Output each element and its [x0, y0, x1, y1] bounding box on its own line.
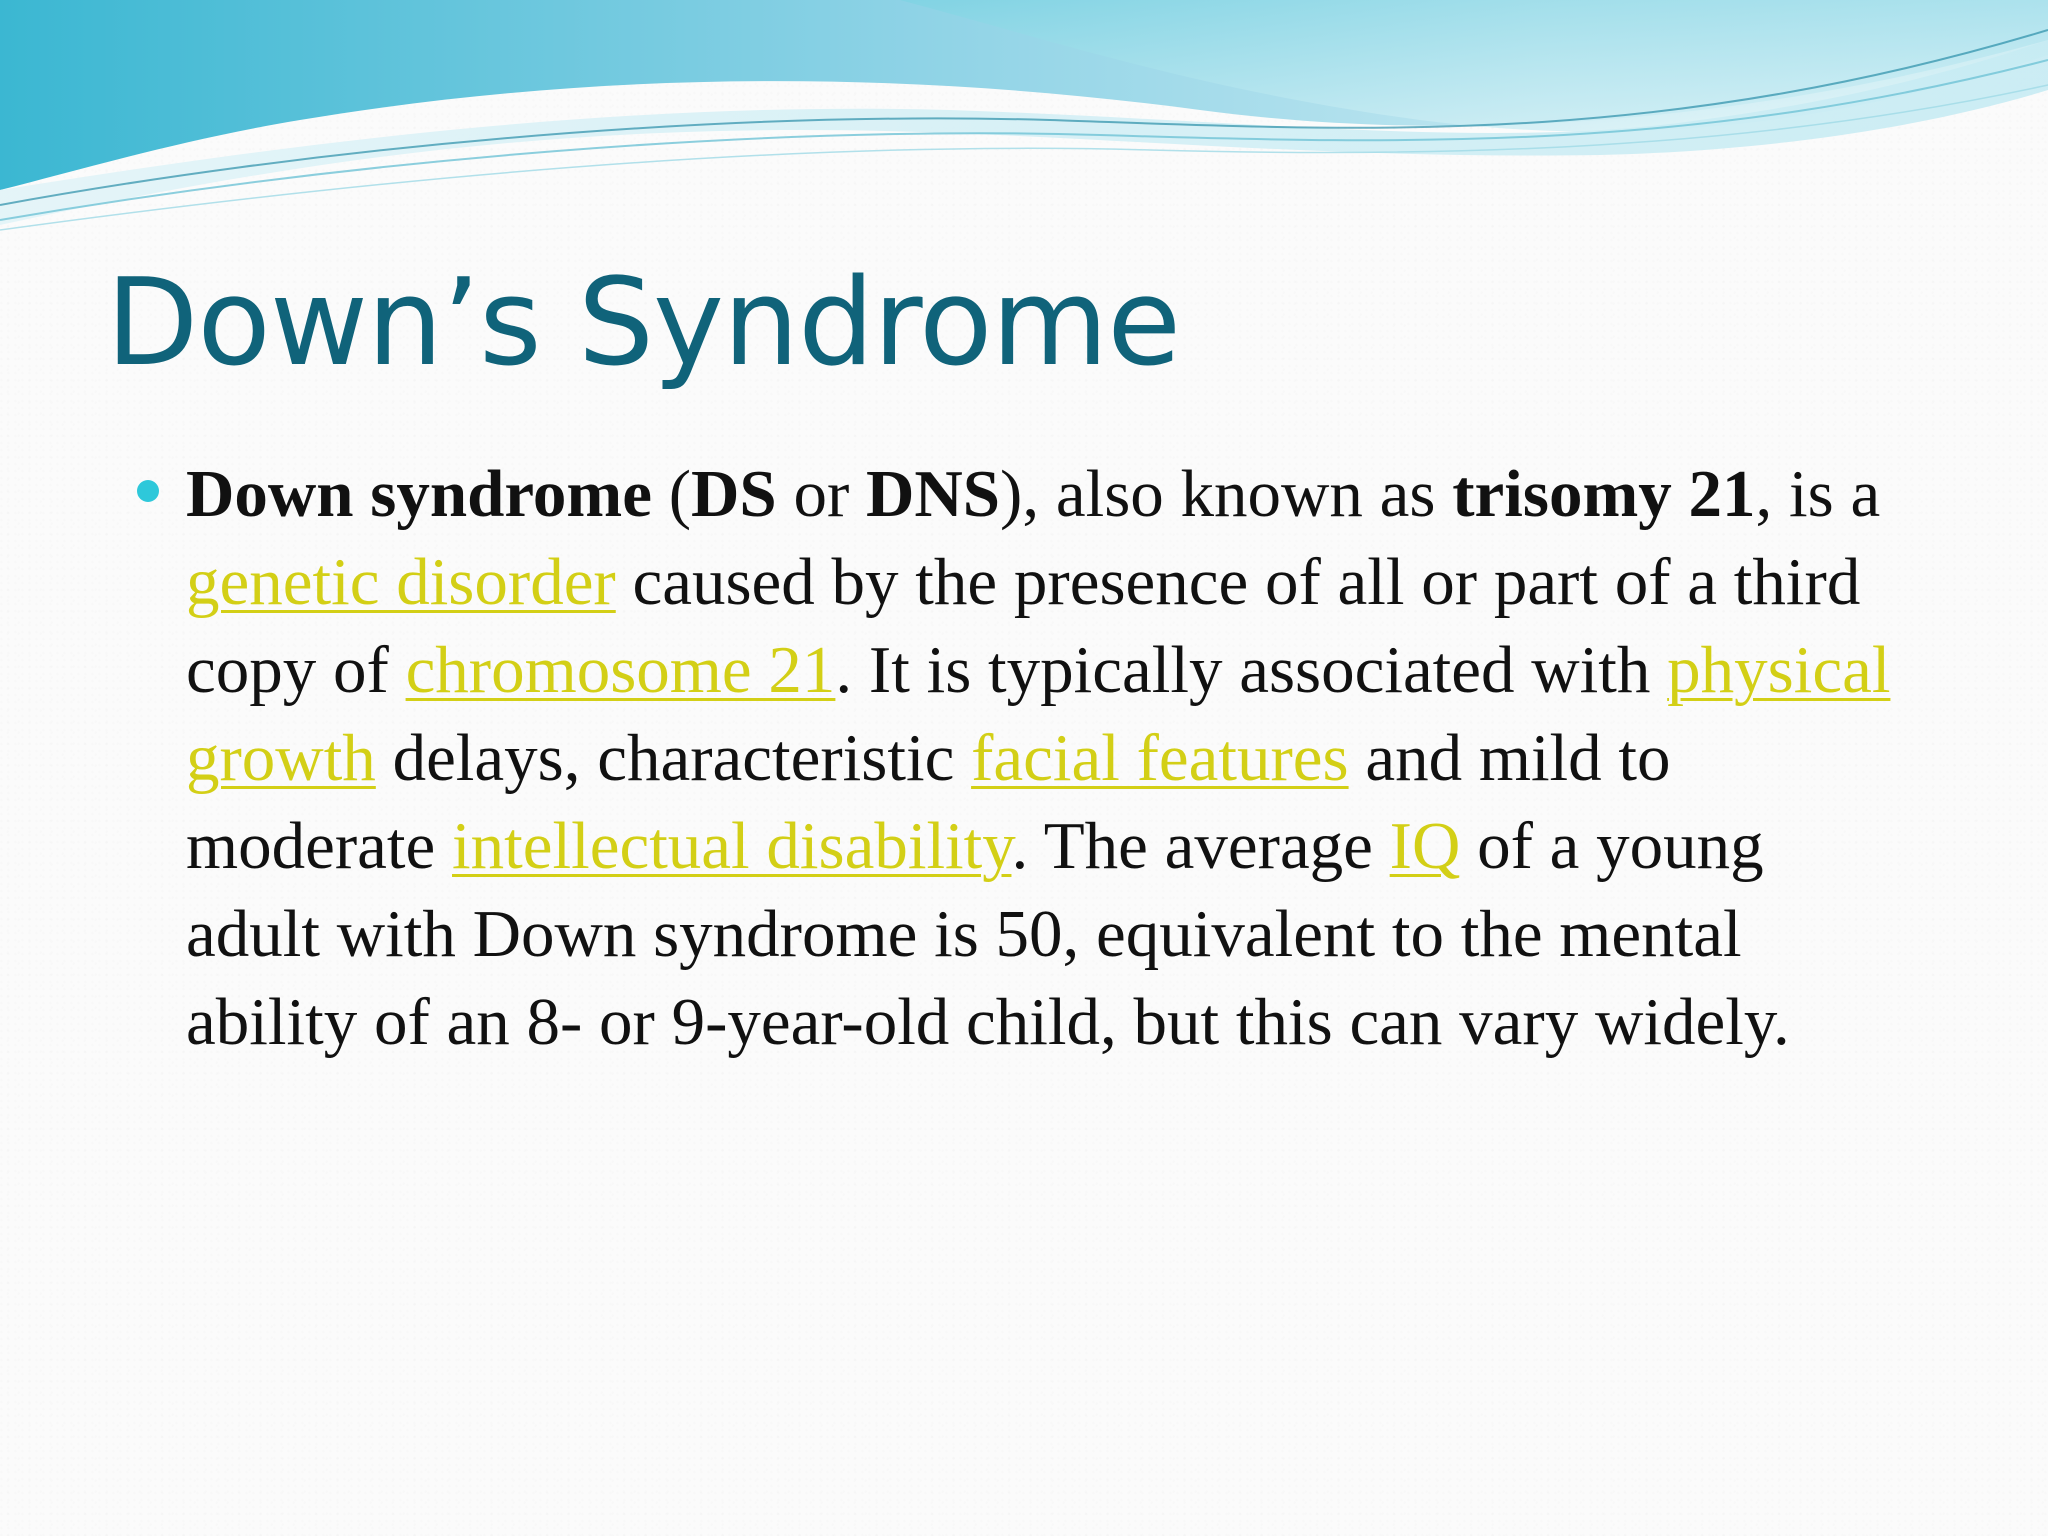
- text-segment: ), also known as: [1000, 457, 1453, 531]
- header-wave-decoration: [0, 0, 2048, 240]
- text-segment: or: [776, 457, 866, 531]
- link-genetic-disorder[interactable]: genetic disorder: [186, 545, 616, 619]
- link-facial-features[interactable]: facial features: [971, 721, 1349, 795]
- term-dns: DNS: [866, 457, 1001, 531]
- text-segment: . It is typically associated with: [835, 633, 1668, 707]
- slide-title: Down’s Syndrome: [106, 254, 1181, 393]
- term-trisomy-21: trisomy 21: [1452, 457, 1756, 531]
- text-segment: , is a: [1755, 457, 1881, 531]
- text-segment: delays, characteristic: [375, 721, 972, 795]
- term-ds: DS: [691, 457, 777, 531]
- text-segment: of a young adult with Down syndrome is 50, equivalent to the mental ability of an 8- or 9-year-old child, but this can vary widely.: [186, 809, 1790, 1059]
- text-segment: . The average: [1011, 809, 1390, 883]
- body-paragraph: [186, 450, 1906, 1066]
- link-chromosome-21[interactable]: chromosome 21: [405, 633, 836, 707]
- term-down-syndrome: Down syndrome: [186, 457, 652, 531]
- text-segment: and mild to moderate: [186, 721, 1671, 883]
- link-physical-growth[interactable]: physical growth: [186, 633, 1891, 795]
- link-iq[interactable]: IQ: [1389, 809, 1461, 883]
- text-segment: caused by the presence of all or part of a third copy of: [186, 545, 1861, 707]
- text-segment: (: [651, 457, 692, 531]
- link-intellectual-disability[interactable]: intellectual disability: [452, 809, 1012, 883]
- bullet-dot-icon: [137, 480, 159, 502]
